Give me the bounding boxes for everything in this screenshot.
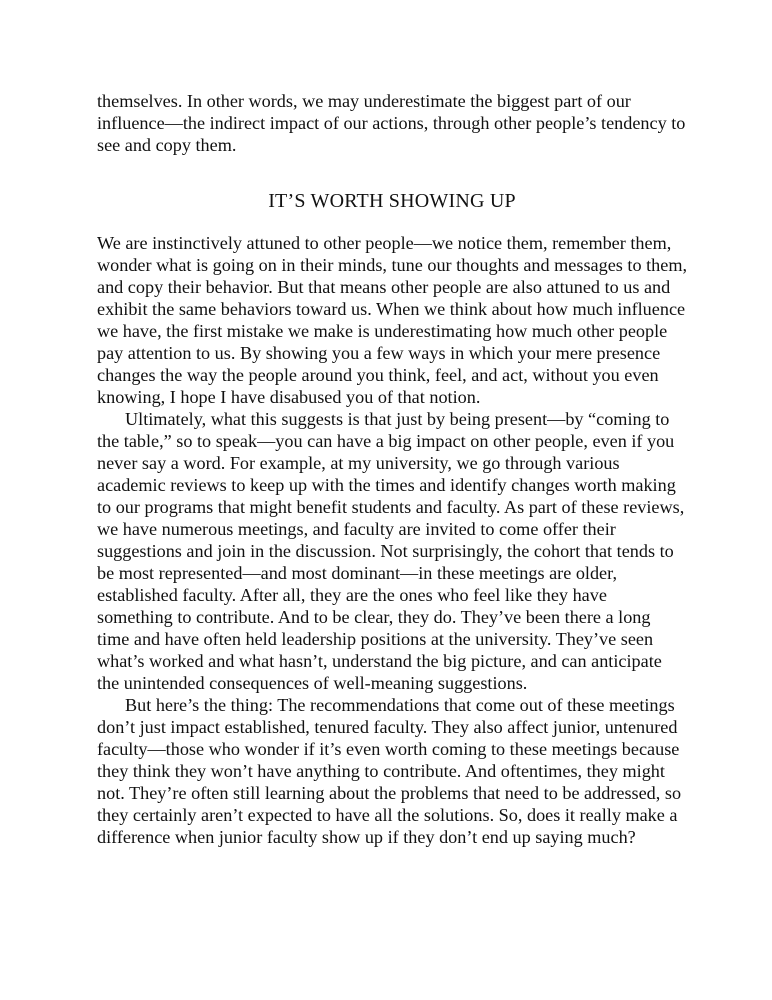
body-paragraph-2: Ultimately, what this suggests is that just by being present—by “coming to the table,” so to speak—you can have a big impact on other people, even if you never say a word. For example, at my university, we go through various academic reviews to keep up with the times and identify changes worth making to our programs that might benefit students and faculty. As part of these reviews, we have numerous meetings, and faculty are invited to come offer their suggestions and join in the discussion. Not surprisingly, the cohort that tends to be most represented—and most dominant—in these meetings are older, established faculty. After all, they are the ones who feel like they have something to contribute. And to be clear, they do. They’ve been there a long time and have often held leadership positions at the university. They’ve seen what’s worked and what hasn’t, understand the big picture, and can anticipate the unintended consequences of well-meaning suggestions. (97, 409, 685, 693)
book-page (97, 90, 687, 848)
body-paragraph-3: But here’s the thing: The recommendations that come out of these meetings don’t just impact established, tenured faculty. They also affect junior, untenured faculty—those who wonder if it’s even worth coming to these meetings because they think they won’t have anything to contribute. And oftentimes, they might not. They’re often still learning about the problems that need to be addressed, so they certainly aren’t expected to have all the solutions. So, does it really make a difference when junior faculty show up if they don’t end up saying much? (97, 695, 682, 847)
intro-paragraph: themselves. In other words, we may underestimate the biggest part of our influence—the indirect impact of our actions, through other people’s tendency to see and copy them. (97, 91, 686, 155)
body-paragraph-1: We are instinctively attuned to other people—we notice them, remember them, wonder what is going on in their minds, tune our thoughts and messages to them, and copy their behavior. But that means other people are also attuned to us and exhibit the same behaviors toward us. When we think about how much influence we have, the first mistake we make is underestimating how much other people pay attention to us. By showing you a few ways in which your mere presence changes the way the people around you think, feel, and act, without you even knowing, I hope I have disabused you of that notion. (97, 233, 688, 407)
section-heading: IT’S WORTH SHOWING UP (268, 190, 516, 212)
